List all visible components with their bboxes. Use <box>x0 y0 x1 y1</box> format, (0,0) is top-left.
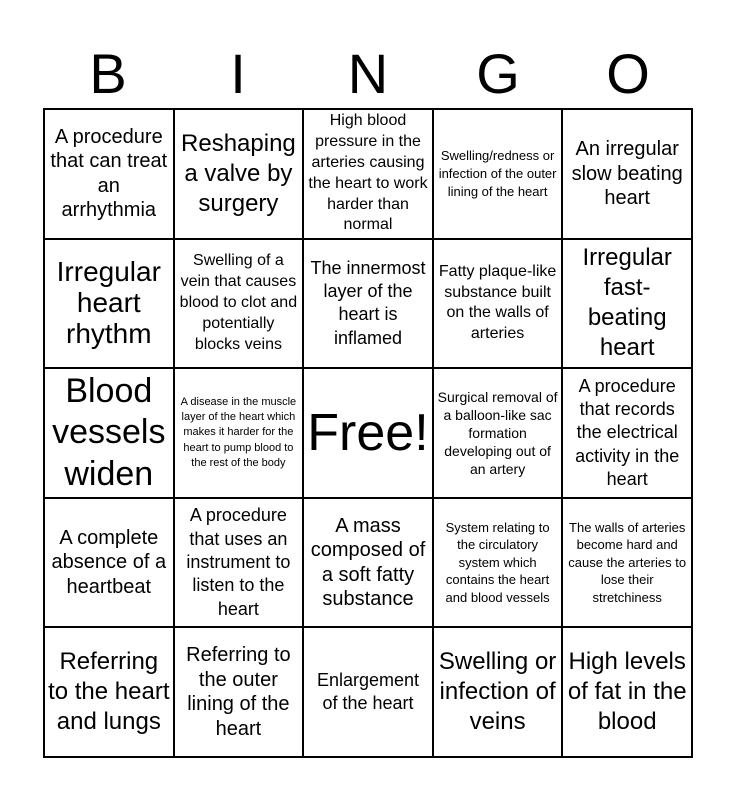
cell-text: A procedure that can treat an arrhythmia <box>50 126 168 222</box>
cell-text: Referring to the heart and lungs <box>48 648 170 736</box>
cell-text: Irregular heart rhythm <box>56 256 161 349</box>
bingo-cell-free[interactable] <box>304 369 434 499</box>
bingo-cell-r5c4[interactable] <box>434 628 564 758</box>
cell-text: Surgical removal of a balloon-like sac formation developing out of an artery <box>437 388 558 478</box>
cell-text: A procedure that uses an instrument to listen to the heart <box>186 505 291 619</box>
bingo-cell-r3c2[interactable] <box>175 369 305 499</box>
bingo-cell-r4c2[interactable] <box>175 499 305 629</box>
bingo-board <box>43 108 693 758</box>
header-letter-g: G <box>476 42 520 105</box>
bingo-cell-r5c5[interactable] <box>563 628 693 758</box>
bingo-cell-r2c5[interactable] <box>563 240 693 370</box>
header-letter-n: N <box>347 42 389 105</box>
cell-text: Swelling of a vein that causes blood to clot and potentially blocks veins <box>179 252 298 353</box>
cell-text: A complete absence of a heartbeat <box>51 527 167 598</box>
bingo-cell-r1c2[interactable] <box>175 110 305 240</box>
cell-text: High blood pressure in the arteries causing the heart to work harder than normal <box>308 112 428 234</box>
bingo-cell-r3c4[interactable] <box>434 369 564 499</box>
bingo-cell-r1c3[interactable] <box>304 110 434 240</box>
bingo-cell-r4c5[interactable] <box>563 499 693 629</box>
cell-text: A procedure that records the electrical activity in the heart <box>575 375 680 490</box>
cell-text: Irregular fast-beating heart <box>582 244 672 362</box>
bingo-cell-r2c2[interactable] <box>175 240 305 370</box>
cell-text: A mass composed of a soft fatty substance <box>310 514 426 610</box>
free-space-text: Free! <box>307 403 429 462</box>
bingo-cell-r5c3[interactable] <box>304 628 434 758</box>
cell-text: Enlargement of the heart <box>316 669 420 714</box>
cell-text: An irregular slow beating heart <box>571 138 683 209</box>
bingo-cell-r1c4[interactable] <box>434 110 564 240</box>
bingo-cell-r3c1[interactable] <box>45 369 175 499</box>
cell-text: Blood vessels widen <box>52 371 166 493</box>
cell-text: Swelling or infection of veins <box>438 648 557 736</box>
bingo-cell-r4c1[interactable] <box>45 499 175 629</box>
header-letter-b: B <box>89 42 127 105</box>
cell-text: High levels of fat in the blood <box>567 648 687 736</box>
cell-text: A disease in the muscle layer of the heart which makes it harder for the heart to pump blood to the rest of the body <box>180 395 297 470</box>
bingo-cell-r4c3[interactable] <box>304 499 434 629</box>
bingo-header <box>43 38 693 110</box>
bingo-cell-r2c3[interactable] <box>304 240 434 370</box>
bingo-cell-r1c1[interactable] <box>45 110 175 240</box>
cell-text: Swelling/redness or infection of the outer lining of the heart <box>438 148 557 199</box>
bingo-cell-r5c1[interactable] <box>45 628 175 758</box>
bingo-cell-r2c1[interactable] <box>45 240 175 370</box>
cell-text: Reshaping a valve by surgery <box>181 129 296 217</box>
bingo-cell-r1c5[interactable] <box>563 110 693 240</box>
bingo-cell-r3c5[interactable] <box>563 369 693 499</box>
cell-text: The walls of arteries become hard and cause the arteries to lose their stretchiness <box>568 519 687 605</box>
cell-text: Referring to the outer lining of the heart <box>186 644 291 740</box>
bingo-cell-r4c4[interactable] <box>434 499 564 629</box>
bingo-cell-r2c4[interactable] <box>434 240 564 370</box>
header-letter-i: I <box>230 42 246 105</box>
cell-text: Fatty plaque-like substance built on the walls of arteries <box>438 262 557 343</box>
cell-text: System relating to the circulatory system which contains the heart and blood vessels <box>445 519 550 605</box>
cell-text: The innermost layer of the heart is inflamed <box>310 257 426 348</box>
header-letter-o: O <box>606 42 650 105</box>
bingo-cell-r5c2[interactable] <box>175 628 305 758</box>
